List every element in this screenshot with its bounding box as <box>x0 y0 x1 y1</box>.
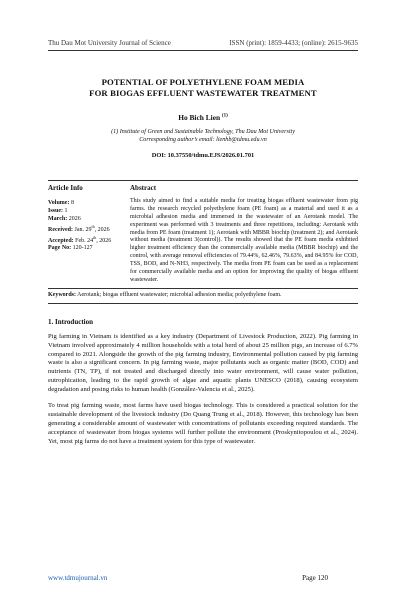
volume-label: Volume: <box>48 199 70 206</box>
accepted-date-sup: th <box>93 234 97 240</box>
accepted-line <box>48 235 122 246</box>
keywords <box>48 289 358 304</box>
running-header <box>48 0 358 51</box>
introduction-paragraph-2: To treat pig farming waste, most farms have used biogas technology. This is considered a practical solution for the sustainable development of the livestock industry (Do Quang Trung et al., 2018). However, this technology has been generating a considerable amount of wastewater with concentrations of pollutants exceeding required standards. The acceptance of wastewater from biogas systems will further pollute the environment (Proskynitopoulou et al., 2024). Yet, most pig farms do not have a treatment system for this type of wastewater. <box>48 402 358 445</box>
author-name: Ho Bich Lien <box>178 113 221 123</box>
issn: ISSN (print): 1859-4433; (online): 2615-9635 <box>229 39 358 47</box>
keywords-text: Aerotank; biogas effluent wastewater; microbial adhesion media; polyethylene foam. <box>76 291 282 298</box>
page-footer <box>48 574 328 582</box>
pages-line <box>48 245 122 253</box>
corresponding-email: Corresponding author’s email: lienhb@tdmu.edu.vn <box>139 137 267 144</box>
received-date-year: , 2026 <box>94 226 110 233</box>
abstract <box>130 184 358 285</box>
affiliation <box>48 128 358 144</box>
accepted-label: Accepted: <box>48 237 74 244</box>
paper-title <box>48 77 358 99</box>
accepted-date-main: Feb. 24 <box>75 237 94 244</box>
abstract-heading: Abstract <box>130 183 157 192</box>
title-line-1: POTENTIAL OF POLYETHYLENE FOAM MEDIA <box>101 77 305 87</box>
received-date-sup: th <box>91 223 95 229</box>
received-date <box>74 223 110 233</box>
doi: DOI: 10.37550/tdmu.EJS/2026.01.701 <box>151 151 255 159</box>
volume-line <box>48 200 122 208</box>
month-value: 2026 <box>68 215 81 222</box>
pages-value: 120-127 <box>72 245 93 252</box>
month-label: March: <box>48 215 68 222</box>
issue-line <box>48 208 122 216</box>
info-abstract-block <box>48 180 358 289</box>
received-label: Received: <box>48 226 73 233</box>
page-number: Page 120 <box>302 574 328 582</box>
author-affil-mark: (1) <box>221 113 228 119</box>
abstract-text: This study aimed to find a suitable media for treating biogas effluent wastewater from pig farms. the research recycled polyethylene foam (PE foam) as a material and used it as a microbial adhesion media and immersed in the wastewater of an Aerotank model. The experiment was performed with 3 treatments and three repetitions, including: Aerotank with media from PE foam (treatment 1); Aerotank with MBBR biochip (treatment 2); and Aerotank without media (treatment 3(control)). The results showed that the PE foam media exhibited higher treatment efficiency than the commercially available media (MBBR biochip) and the control, with average removal efficiencies of 79.44%, 62.46%, 79.63%, and 84.95% for COD, TSS, BOD, and N-NH3, respectively. The media from PE foam can be used as a replacement for commercially available media and an option for improving the quality of biogas effluent wastewater. <box>130 197 358 283</box>
issue-value: 1 <box>64 207 68 214</box>
article-info-heading: Article Info <box>48 183 83 192</box>
received-line <box>48 224 122 235</box>
keywords-label: Keywords: <box>48 291 76 298</box>
introduction-paragraph-1: Pig farming in Vietnam is identified as a key industry (Department of Livestock Production, 2022). Pig farming in Vietnam involved approximately 4 million households with a total herd of about 25 million pigs, an increase of 6.7% compared to 2021. Alongside the growth of the pig farming industry, Environmental pollution caused by pig farming waste is also a significant concern. In pig farming waste, major pollutants such as organic matter (BOD, COD) and nutrients (TN, TP), if not treated and discharged directly into water environment, will cause water pollution, eutrophication, leading to the rapid growth of algae and aquatic plants UNESCO (2018), causing ecosystem degradation and posing risks to human health (González-Valencia et al., 2025). <box>48 332 358 394</box>
title-line-2: FOR BIOGAS EFFLUENT WASTEWATER TREATMENT <box>89 88 317 99</box>
accepted-date-year: , 2026 <box>96 237 112 244</box>
accepted-date <box>75 234 112 244</box>
article-info <box>48 184 122 285</box>
issue-label: Issue: <box>48 207 64 214</box>
journal-name: Thu Dau Mot University Journal of Science <box>48 39 171 47</box>
affiliation-institute: (1) Institute of Green and Sustainable Technology, Thu Dau Mot University <box>111 129 295 136</box>
month-line <box>48 216 122 224</box>
pages-label: Page No: <box>48 245 72 252</box>
journal-website-link[interactable]: www.tdmujournal.vn <box>48 574 108 582</box>
received-date-main: Jan. 29 <box>74 226 92 233</box>
volume-value: 8 <box>70 199 74 206</box>
introduction-heading: 1. Introduction <box>48 317 93 326</box>
author <box>48 113 358 122</box>
